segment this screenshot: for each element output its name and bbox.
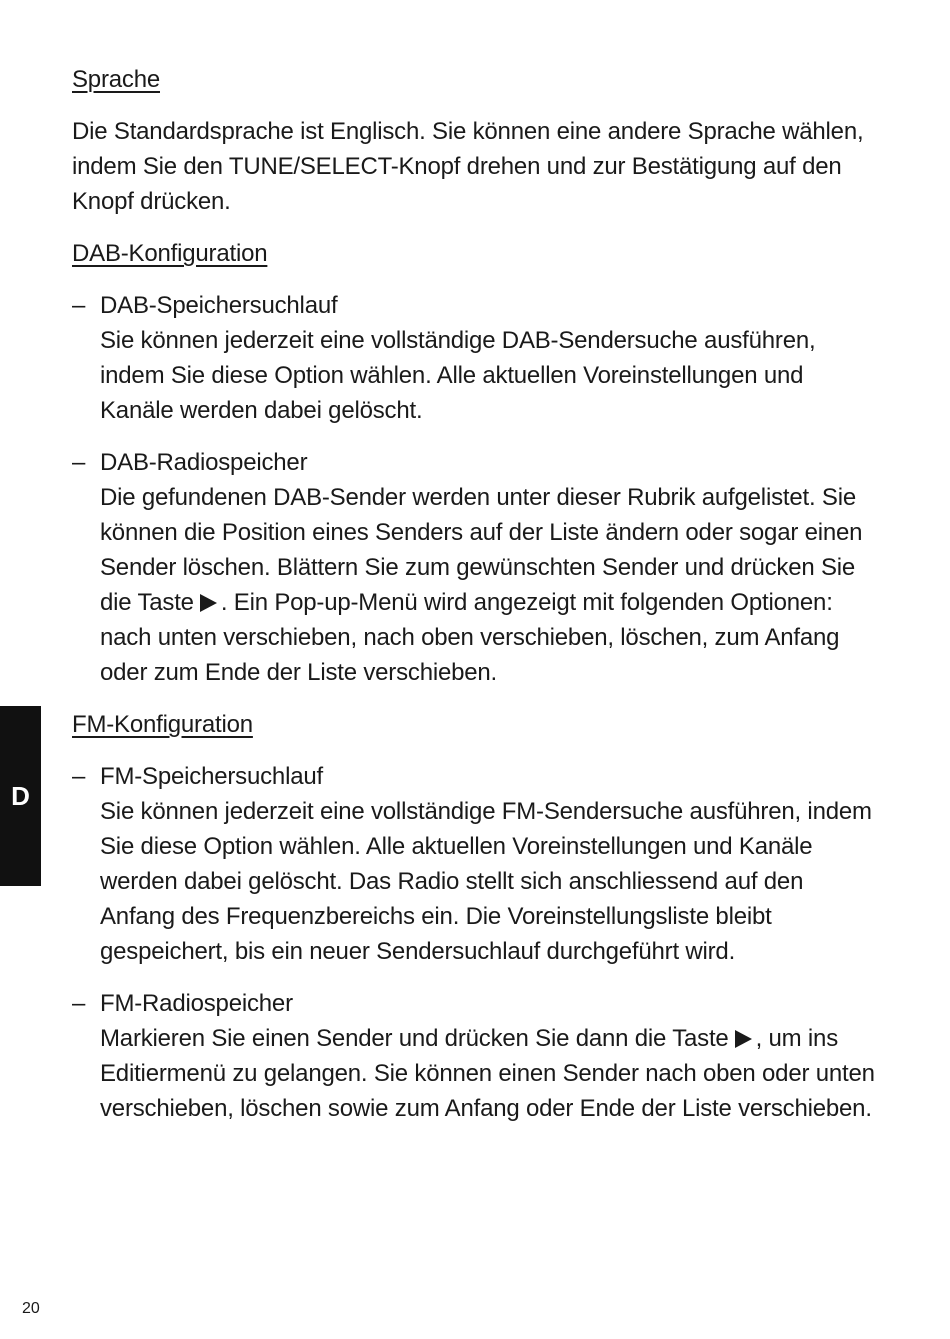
- list-item-fm-radiospeicher: [72, 986, 882, 1126]
- list-dash: –: [72, 449, 86, 476]
- list-dash: –: [72, 763, 86, 790]
- heading-dab-konfiguration: DAB-Konfiguration: [72, 240, 268, 267]
- list-item-dab-speichersuchlauf: [72, 288, 882, 428]
- list-item-body: [100, 480, 882, 690]
- heading-sprache: Sprache: [72, 66, 160, 93]
- heading-fm-konfiguration: FM-Konfiguration: [72, 711, 253, 738]
- list-item-title: FM-Radiospeicher: [100, 990, 293, 1017]
- list-dash: –: [72, 990, 86, 1017]
- language-side-tab: [0, 706, 41, 886]
- list-item-body: Sie können jederzeit eine vollständige FM-Sendersuche ausführen, indem Sie diese Option wählen. Alle aktuellen Voreinstellungen und Kanäle werden dabei gelöscht. Das Radio stellt sich anschliessend auf den Anfang des Frequenzbereichs ein. Die Voreinstellungsliste bleibt gespeichert, bis ein neuer Sendersuchlauf durchgeführt wird.: [100, 798, 872, 965]
- list-dash: –: [72, 292, 86, 319]
- list-item-title: DAB-Radiospeicher: [100, 449, 308, 476]
- list-item-dab-radiospeicher: [72, 445, 882, 690]
- body-text-before: Markieren Sie einen Sender und drücken Sie dann die Taste: [100, 1025, 729, 1052]
- language-tab-label: D: [11, 780, 30, 811]
- document-body: [72, 62, 882, 1143]
- paragraph-sprache: Die Standardsprache ist Englisch. Sie können eine andere Sprache wählen, indem Sie den TUNE/SELECT-Knopf drehen und zur Bestätigung auf den Knopf drücken.: [72, 118, 864, 215]
- play-triangle-icon: [735, 1030, 752, 1048]
- list-item-fm-speichersuchlauf: [72, 759, 882, 969]
- body-text-before: Die gefundenen DAB-Sender werden unter dieser Rubrik aufgelistet. Sie können die Position eines Senders auf der Liste ändern oder sogar einen Sender löschen. Blättern Sie zum gewünschten Sender und drücken Sie die Taste: [100, 484, 863, 616]
- body-text-after: , um ins Editiermenü zu gelangen. Sie können einen Sender nach oben oder unten verschieben, löschen sowie zum Anfang oder Ende der Liste verschieben.: [100, 1025, 875, 1122]
- list-item-title: FM-Speichersuchlauf: [100, 763, 323, 790]
- page-number: 20: [22, 1300, 40, 1317]
- body-text-after: . Ein Pop-up-Menü wird angezeigt mit folgenden Optionen: nach unten verschieben, nach oben verschieben, löschen, zum Anfang oder zum Ende der Liste verschieben.: [100, 589, 840, 686]
- play-triangle-icon: [200, 594, 217, 612]
- list-item-body: Sie können jederzeit eine vollständige DAB-Sendersuche ausführen, indem Sie diese Option wählen. Alle aktuellen Voreinstellungen und Kanäle werden dabei gelöscht.: [100, 327, 816, 424]
- list-item-title: DAB-Speichersuchlauf: [100, 292, 338, 319]
- list-item-body: [100, 1021, 882, 1126]
